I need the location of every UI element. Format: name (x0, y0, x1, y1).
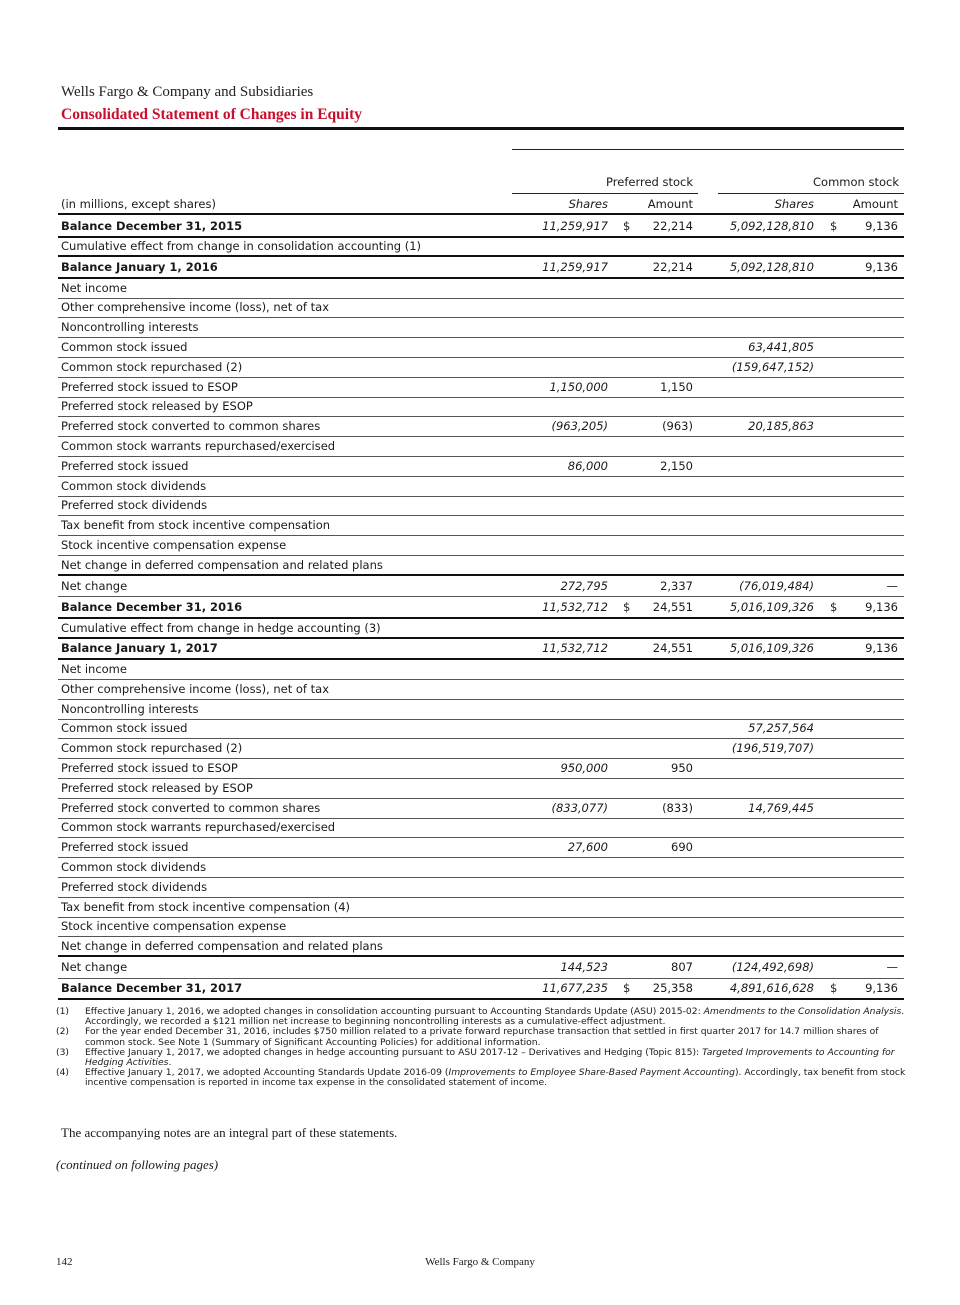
table-row (58, 956, 904, 978)
row-divider (58, 758, 904, 759)
col-header-pref-shares: Shares (568, 197, 608, 211)
common-shares: 5,092,128,810 (729, 218, 814, 233)
col-header-common-shares: Shares (774, 197, 814, 211)
common-shares: (196,519,707) (731, 741, 814, 756)
row-label: Balance January 1, 2017 (61, 641, 218, 656)
row-label: Preferred stock dividends (61, 498, 208, 513)
table-row (58, 496, 904, 516)
pref-shares: 11,677,235 (542, 981, 608, 996)
common-shares: (76,019,484) (739, 578, 814, 593)
group-rule-common (718, 193, 904, 194)
row-label: Stock incentive compensation expense (61, 919, 287, 934)
page-number: 142 (56, 1256, 73, 1268)
footnote-2: (2) For the year ended December 31, 2016, includes $750 million related to a private forward repurchase transaction that settled in first quarter 2017 for 14.7 million shares of common stock. See Note 1 (Summary of Significant Accounting Policies) for additional information. (56, 1026, 879, 1048)
row-divider (58, 337, 904, 338)
table-row (58, 679, 904, 699)
table-row (58, 377, 904, 397)
page-title: Consolidated Statement of Changes in Equity (61, 106, 362, 123)
row-divider (58, 679, 904, 680)
pref-shares: 11,532,712 (542, 641, 608, 656)
table-row (58, 699, 904, 719)
table-row (58, 416, 904, 436)
table-row (58, 719, 904, 739)
pref-amount: 690 (671, 840, 693, 855)
row-label: Net change in deferred compensation and related plans (61, 939, 383, 954)
row-label: Tax benefit from stock incentive compensation (4) (61, 899, 351, 914)
row-label: Common stock issued (61, 721, 188, 736)
table-row (58, 659, 904, 679)
row-divider (58, 255, 904, 257)
row-label: Common stock dividends (61, 859, 207, 874)
row-label: Noncontrolling interests (61, 320, 199, 335)
row-label: Common stock repurchased (2) (61, 359, 243, 374)
row-divider (58, 617, 904, 619)
table-header-rule (58, 213, 904, 215)
row-label: Preferred stock converted to common shares (61, 800, 321, 815)
row-label: Common stock dividends (61, 478, 207, 493)
pref-shares: 11,532,712 (542, 600, 608, 615)
pref-amount: 2,150 (660, 458, 693, 473)
group-header-preferred: Preferred stock (606, 175, 693, 189)
pref-amount: 25,358 (652, 981, 693, 996)
common-shares: (159,647,152) (731, 359, 814, 374)
row-divider (58, 416, 904, 417)
row-divider (58, 897, 904, 898)
pref-amount: 24,551 (652, 641, 693, 656)
row-label: Preferred stock issued (61, 840, 189, 855)
row-divider (58, 496, 904, 497)
pref-dollar: $ (623, 600, 631, 615)
pref-shares: (833,077) (551, 800, 608, 815)
row-label: Common stock repurchased (2) (61, 741, 243, 756)
col-header-pref-amount: Amount (647, 197, 693, 211)
pref-shares: 11,259,917 (542, 218, 608, 233)
table-row (58, 638, 904, 660)
common-amount: 9,136 (865, 218, 898, 233)
row-label: Net income (61, 280, 127, 295)
title-divider (58, 127, 904, 130)
table-row (58, 596, 904, 618)
row-divider (58, 574, 904, 576)
common-dollar: $ (830, 981, 838, 996)
row-label: Other comprehensive income (loss), net of tax (61, 300, 329, 315)
pref-dollar: $ (623, 981, 631, 996)
common-shares: 14,769,445 (748, 800, 814, 815)
row-label: Preferred stock issued to ESOP (61, 379, 238, 394)
table-row (58, 515, 904, 535)
row-divider (58, 357, 904, 358)
pref-shares: 144,523 (560, 959, 608, 974)
row-divider (58, 778, 904, 779)
common-dollar: $ (830, 600, 838, 615)
table-row (58, 778, 904, 798)
row-label: Preferred stock issued (61, 458, 189, 473)
footnote-1: (1) Effective January 1, 2016, we adopted changes in consolidation accounting pursuant to Accounting Standards Update (ASU) 2015-02: Amendments to the Consolidation Analysis. Accordingly, we recorded a $121 million net increase to beginning noncontrolling interests as a cumulative-effect adjustment. (56, 1006, 905, 1028)
row-divider (58, 596, 904, 597)
row-divider (58, 917, 904, 918)
table-row (58, 936, 904, 956)
table-row (58, 357, 904, 377)
row-label: Common stock warrants repurchased/exercised (61, 820, 336, 835)
row-label: Balance December 31, 2015 (61, 218, 243, 233)
pref-shares: (963,205) (551, 419, 608, 434)
table-row (58, 337, 904, 357)
pref-amount: 22,214 (652, 260, 693, 275)
common-dollar: $ (830, 218, 838, 233)
row-label: Preferred stock dividends (61, 879, 208, 894)
common-amount: 9,136 (865, 260, 898, 275)
pref-dollar: $ (623, 218, 631, 233)
row-label: Other comprehensive income (loss), net of tax (61, 681, 329, 696)
row-divider (58, 555, 904, 556)
row-label: Balance December 31, 2017 (61, 981, 243, 996)
table-row (58, 317, 904, 337)
table-row (58, 215, 904, 237)
pref-amount: 24,551 (652, 600, 693, 615)
common-shares: 57,257,564 (748, 721, 814, 736)
row-label: Common stock issued (61, 340, 188, 355)
row-divider (58, 298, 904, 299)
common-shares: (124,492,698) (731, 959, 814, 974)
pref-amount: 950 (671, 760, 693, 775)
row-divider (58, 998, 904, 1000)
row-divider (58, 857, 904, 858)
row-divider (58, 236, 904, 238)
table-row (58, 436, 904, 456)
column-headers (58, 196, 904, 213)
row-divider (58, 377, 904, 378)
table-row (58, 555, 904, 575)
row-divider (58, 837, 904, 838)
row-divider (58, 436, 904, 437)
pref-amount: 2,337 (660, 578, 693, 593)
table-row (58, 758, 904, 778)
row-divider (58, 798, 904, 799)
pref-amount: (963) (662, 419, 693, 434)
row-label: Net change (61, 959, 128, 974)
continued-text: (continued on following pages) (56, 1157, 219, 1172)
table-row (58, 738, 904, 758)
common-amount: — (886, 959, 898, 974)
table-row (58, 298, 904, 318)
row-divider (58, 658, 904, 660)
row-label: Balance December 31, 2016 (61, 600, 243, 615)
row-label: Cumulative effect from change in hedge accounting (3) (61, 620, 381, 635)
common-shares: 20,185,863 (748, 419, 814, 434)
pref-amount: (833) (662, 800, 693, 815)
common-amount: 9,136 (865, 981, 898, 996)
footnote-4: (4) Effective January 1, 2017, we adopted Accounting Standards Update 2016-09 (Improvements to Employee Share-Based Payment Accounting). Accordingly, tax benefit from stock incentive compensation is reported in income tax expense in the consolidated statement of income. (56, 1067, 906, 1089)
row-label: Common stock warrants repurchased/exercised (61, 439, 336, 454)
row-label: Net change in deferred compensation and related plans (61, 557, 383, 572)
header-top-rule (512, 149, 904, 150)
table-row (58, 575, 904, 597)
row-divider (58, 955, 904, 957)
table-row (58, 857, 904, 877)
table-row (58, 237, 904, 257)
row-label: Preferred stock released by ESOP (61, 399, 253, 414)
common-shares: 63,441,805 (748, 340, 814, 355)
row-divider (58, 515, 904, 516)
row-label: Cumulative effect from change in consolidation accounting (1) (61, 239, 422, 254)
company-name: Wells Fargo & Company and Subsidiaries (61, 84, 314, 100)
common-shares: 4,891,616,628 (729, 981, 814, 996)
common-shares: 5,016,109,326 (729, 600, 814, 615)
row-divider (58, 699, 904, 700)
row-divider (58, 877, 904, 878)
pref-amount: 22,214 (652, 218, 693, 233)
table-row (58, 917, 904, 937)
row-divider (58, 456, 904, 457)
row-label: Net income (61, 661, 127, 676)
footnotes (56, 1007, 906, 1089)
row-label: Tax benefit from stock incentive compensation (61, 518, 331, 533)
common-amount: 9,136 (865, 641, 898, 656)
table-row (58, 897, 904, 917)
pref-shares: 272,795 (560, 578, 608, 593)
row-divider (58, 277, 904, 279)
common-shares: 5,092,128,810 (729, 260, 814, 275)
table-row (58, 456, 904, 476)
row-divider (58, 637, 904, 639)
table-row (58, 798, 904, 818)
table-row (58, 978, 904, 1000)
row-label: Stock incentive compensation expense (61, 538, 287, 553)
table-row (58, 877, 904, 897)
row-label: Balance January 1, 2016 (61, 260, 218, 275)
footnote-3: (3) Effective January 1, 2017, we adopted changes in hedge accounting pursuant to ASU 2017-12 – Derivatives and Hedging (Topic 815): Targeted Improvements to Accounting for Hedging Activities. (56, 1046, 895, 1069)
accompanying-notes-text: The accompanying notes are an integral part of these statements. (61, 1125, 398, 1140)
table-row (58, 818, 904, 838)
table-row (58, 535, 904, 555)
group-rule-preferred (512, 193, 698, 194)
group-header-common: Common stock (813, 175, 899, 189)
row-divider (58, 978, 904, 979)
table-row (58, 397, 904, 417)
row-label: Net change (61, 578, 128, 593)
pref-shares: 11,259,917 (542, 260, 608, 275)
pref-amount: 1,150 (660, 379, 693, 394)
table-row (58, 256, 904, 278)
common-amount: 9,136 (865, 600, 898, 615)
row-divider (58, 738, 904, 739)
page-footer: Wells Fargo & Company (425, 1256, 535, 1268)
common-amount: — (886, 578, 898, 593)
table-row (58, 278, 904, 298)
pref-amount: 807 (671, 959, 693, 974)
col-header-label: (in millions, except shares) (61, 197, 216, 211)
pref-shares: 1,150,000 (549, 379, 608, 394)
row-divider (58, 719, 904, 720)
row-divider (58, 936, 904, 937)
row-divider (58, 535, 904, 536)
row-divider (58, 476, 904, 477)
common-shares: 5,016,109,326 (729, 641, 814, 656)
table-row (58, 837, 904, 857)
table-row (58, 618, 904, 638)
row-divider (58, 317, 904, 318)
row-label: Preferred stock issued to ESOP (61, 760, 238, 775)
row-divider (58, 397, 904, 398)
pref-shares: 27,600 (567, 840, 608, 855)
row-label: Preferred stock converted to common shares (61, 419, 321, 434)
row-label: Preferred stock released by ESOP (61, 780, 253, 795)
table-row (58, 476, 904, 496)
row-divider (58, 818, 904, 819)
col-header-common-amount: Amount (852, 197, 898, 211)
row-label: Noncontrolling interests (61, 701, 199, 716)
pref-shares: 86,000 (567, 458, 608, 473)
pref-shares: 950,000 (560, 760, 608, 775)
